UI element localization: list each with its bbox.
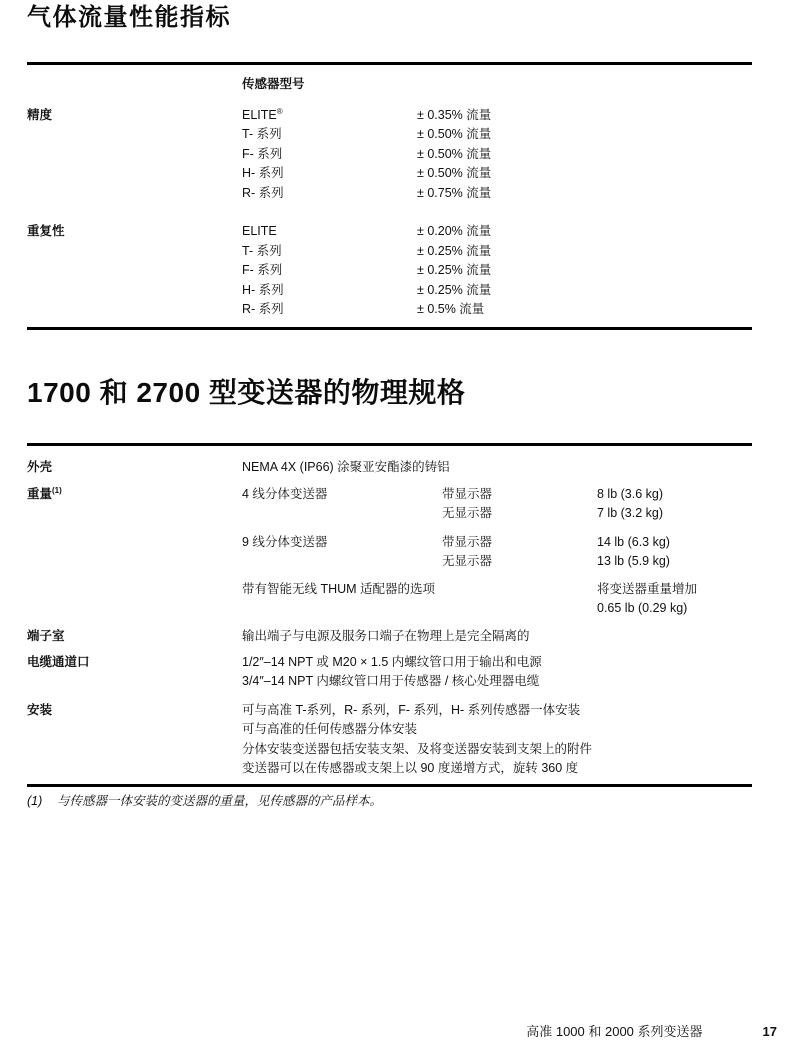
weight-thum-option-row <box>242 580 752 619</box>
table-row-conduit <box>27 653 752 692</box>
table1-bottom-rule <box>27 327 752 330</box>
sensor-model: H- 系列 <box>242 166 284 180</box>
section-title-physical-specs: 1700 和 2700 型变送器的物理规格 <box>27 376 466 408</box>
table-row <box>27 242 752 262</box>
spec-label-accuracy: 精度 <box>27 107 53 122</box>
spec-label-spacer <box>27 184 242 204</box>
sensor-model: ELITE <box>242 224 277 238</box>
spec-label-mounting: 安装 <box>27 702 53 717</box>
spec-value: NEMA 4X (IP66) 涂聚亚安酯漆的铸铝 <box>242 459 450 474</box>
footnote-text: 与传感器一体安装的变送器的重量，见传感器的产品样本。 <box>57 793 383 808</box>
display-option: 带显示器 <box>442 486 493 501</box>
display-option: 无显示器 <box>442 506 493 520</box>
display-option: 带显示器 <box>442 534 493 549</box>
spec-value: ± 0.25% 流量 <box>417 282 492 297</box>
table-row <box>242 504 752 524</box>
table-row <box>27 281 752 301</box>
weight-detail-cell <box>242 485 752 619</box>
sensor-model: F- 系列 <box>242 146 283 161</box>
transmitter-config: 9 线分体变送器 <box>242 534 328 549</box>
sensor-model-cell <box>242 106 417 126</box>
spec-value: ± 0.50% 流量 <box>417 127 492 141</box>
spec-value-line: 可与高准 T-系列，R- 系列，F- 系列，H- 系列传感器一体安装 <box>242 702 581 717</box>
spec-value-line: 变送器可以在传感器或支架上以 90 度递增方式，旋转 360 度 <box>242 761 579 775</box>
table-row-enclosure <box>27 458 752 478</box>
sensor-model: R- 系列 <box>242 185 284 200</box>
page-footer <box>526 1024 777 1040</box>
weight-value: 7 lb (3.2 kg) <box>597 506 664 520</box>
table-row <box>242 552 752 572</box>
spec-label-spacer <box>27 300 242 320</box>
table-row <box>27 300 752 320</box>
table-row <box>27 145 752 165</box>
column-header-sensor-model: 传感器型号 <box>242 77 305 91</box>
sensor-model: T- 系列 <box>242 127 282 141</box>
table1-header-spacer <box>27 75 242 95</box>
section-title-gas-flow-performance: 气体流量性能指标 <box>27 4 231 31</box>
spec-value: ± 0.25% 流量 <box>417 243 492 258</box>
spec-label-weight-cell <box>27 485 242 619</box>
table2-bottom-rule <box>27 784 752 787</box>
spec-label-enclosure: 外壳 <box>27 459 53 474</box>
spec-value-line: 分体安装变送器包括安装支架、及将变送器安装到支架上的附件 <box>242 741 593 756</box>
spec-label-weight: 重量 <box>27 486 53 501</box>
sensor-model: ELITE <box>242 107 277 122</box>
spec-value-line: 可与高准的任何传感器分体安装 <box>242 722 418 736</box>
footnote <box>27 793 752 810</box>
page-content <box>27 0 752 810</box>
repeatability-group <box>27 222 752 320</box>
footnote-marker: (1) <box>27 793 43 808</box>
spec-label-spacer <box>27 125 242 145</box>
spec-label-spacer <box>27 164 242 184</box>
spec-label-terminal: 端子室 <box>27 628 65 643</box>
transmitter-config: 4 线分体变送器 <box>242 486 328 501</box>
conduit-detail-cell <box>242 653 752 692</box>
weight-value: 8 lb (3.6 kg) <box>597 486 664 501</box>
table1-top-rule <box>27 62 752 65</box>
accuracy-group <box>27 106 752 204</box>
spec-value: ± 0.75% 流量 <box>417 185 492 200</box>
weight-value: 13 lb (5.9 kg) <box>597 554 670 568</box>
table1-header-row <box>27 75 752 95</box>
registered-trademark-symbol: ® <box>276 106 283 116</box>
display-option: 无显示器 <box>442 554 493 568</box>
weight-group-4wire <box>242 485 752 524</box>
sensor-model: T- 系列 <box>242 243 282 258</box>
transmitter-config <box>242 504 442 524</box>
spec-value-line: 1/2″–14 NPT 或 M20 × 1.5 内螺纹管口用于输出和电源 <box>242 654 542 669</box>
transmitter-config <box>242 552 442 572</box>
table-row <box>27 125 752 145</box>
spec-value: ± 0.5% 流量 <box>417 302 485 316</box>
page-number: 17 <box>762 1024 777 1039</box>
weight-value-line: 0.65 lb (0.29 kg) <box>597 601 688 615</box>
spec-label-spacer <box>27 242 242 262</box>
table-row-mounting <box>27 701 752 779</box>
table-row <box>27 222 752 242</box>
table-row <box>27 164 752 184</box>
spec-value-line: 3/4″–14 NPT 内螺纹管口用于传感器 / 核心处理器电缆 <box>242 674 540 688</box>
table-row <box>27 261 752 281</box>
table-row-terminal-compartment <box>27 627 752 647</box>
sensor-model: F- 系列 <box>242 263 283 277</box>
spec-label-conduit: 电缆通道口 <box>27 654 90 669</box>
table-row-weight <box>27 485 752 619</box>
weight-value-line: 将变送器重量增加 <box>597 581 698 596</box>
spec-label-repeatability: 重复性 <box>27 224 65 238</box>
table-row <box>242 533 752 553</box>
transmitter-config: 带有智能无线 THUM 适配器的选项 <box>242 581 436 596</box>
spec-value: ± 0.50% 流量 <box>417 166 492 180</box>
spec-value: ± 0.35% 流量 <box>417 107 492 122</box>
spec-value: 输出端子与电源及服务口端子在物理上是完全隔离的 <box>242 628 530 643</box>
footnote-reference-marker: (1) <box>52 485 62 495</box>
spec-label-spacer <box>27 261 242 281</box>
mounting-detail-cell <box>242 701 752 779</box>
table2-top-rule <box>27 443 752 446</box>
weight-value: 14 lb (6.3 kg) <box>597 534 670 549</box>
weight-group-9wire <box>242 533 752 572</box>
weight-value-cell <box>597 580 752 619</box>
table-row <box>27 184 752 204</box>
spec-label-spacer <box>27 281 242 301</box>
table-row <box>242 485 752 505</box>
spec-value: ± 0.25% 流量 <box>417 263 492 277</box>
table-row <box>27 106 752 126</box>
spec-value: ± 0.20% 流量 <box>417 224 492 238</box>
footer-doc-title: 高准 1000 和 2000 系列变送器 <box>526 1024 703 1039</box>
sensor-model: H- 系列 <box>242 282 284 297</box>
spec-label-spacer <box>27 145 242 165</box>
spec-value: ± 0.50% 流量 <box>417 146 492 161</box>
sensor-model: R- 系列 <box>242 302 284 316</box>
